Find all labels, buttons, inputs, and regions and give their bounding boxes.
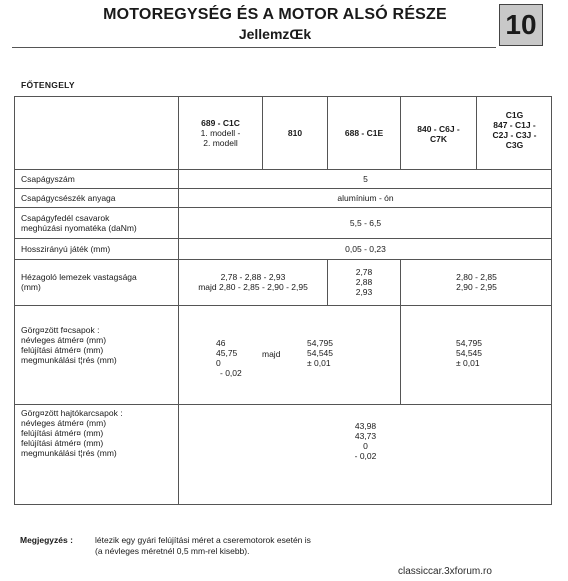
row-label-main-journals: Görg¤zött f¤csapok : névleges átmér¤ (mm) felújítási átmér¤ (mm) megmunkálási t¦rés (mm)	[21, 325, 117, 365]
chapter-number-box: 10	[499, 4, 543, 46]
row-value-shell-material: alumínium - ón	[337, 193, 394, 203]
column-header-688: 688 - C1E	[344, 128, 384, 138]
row-value-crankpins: 43,98 43,73 0 - 0,02	[354, 421, 377, 461]
footer-watermark: classiccar.3xforum.ro	[398, 566, 492, 577]
row-value-cap-torque: 5,5 - 6,5	[349, 218, 382, 228]
row-value-main-journals-c2: 54,795 54,545 ± 0,01	[307, 338, 333, 368]
column-header-689: 689 - C1C 1. modell - 2. modell	[200, 118, 241, 148]
row-value-main-journals-c1: 46 45,75 0 - 0,02	[216, 338, 242, 378]
row-value-main-journals-majd: majd	[262, 349, 281, 359]
row-label-shell-material: Csapágycsészék anyaga	[21, 193, 116, 203]
table-hline	[14, 169, 552, 170]
table-hline	[14, 207, 552, 208]
page-subtitle: JellemzŒk	[238, 26, 312, 42]
header-rule	[12, 47, 496, 48]
note-text: létezik egy gyári felújítási méret a cseremotorok esetén is (a névleges méretnél 0,5 mm-rel kisebb).	[95, 535, 311, 556]
column-header-810: 810	[287, 128, 303, 138]
row-value-bearings: 5	[363, 174, 368, 184]
note-label: Megjegyzés :	[20, 535, 73, 545]
column-header-840: 840 - C6J - C7K	[417, 124, 460, 144]
row-value-shims-c3: 2,78 2,88 2,93	[355, 267, 373, 297]
row-value-end-play: 0,05 - 0,23	[345, 244, 386, 254]
row-label-crankpins: Görg¤zött hajtókarcsapok : névleges átmér¤ (mm) felújítási átmér¤ (mm) felújítási átmér¤ (mm) megmunkálási t¦rés (mm)	[21, 408, 123, 458]
row-value-main-journals-c45: 54,795 54,545 ± 0,01	[456, 338, 482, 368]
table-hline	[14, 305, 552, 306]
row-label-cap-torque: Csapágyfedél csavarok meghúzási nyomatéka (daNm)	[21, 213, 137, 233]
table-hline	[14, 188, 552, 189]
table-vline	[400, 305, 401, 404]
section-title: FŐTENGELY	[21, 80, 75, 90]
table-hline	[14, 259, 552, 260]
column-header-847: C1G 847 - C1J - C2J - C3J - C3G	[492, 110, 537, 150]
row-value-shims-c45: 2,80 - 2,85 2,90 - 2,95	[456, 272, 497, 292]
row-value-shims-c12: 2,78 - 2,88 - 2,93 majd 2,80 - 2,85 - 2,90 - 2,95	[198, 272, 308, 292]
page-title: MOTOREGYSÉG ÉS A MOTOR ALSÓ RÉSZE	[103, 6, 447, 23]
table-hline	[14, 238, 552, 239]
table-hline	[14, 404, 552, 405]
row-label-end-play: Hosszirányú játék (mm)	[21, 244, 111, 254]
row-label-shims: Hézagoló lemezek vastagsága (mm)	[21, 272, 137, 292]
row-label-bearings: Csapágyszám	[21, 174, 75, 184]
